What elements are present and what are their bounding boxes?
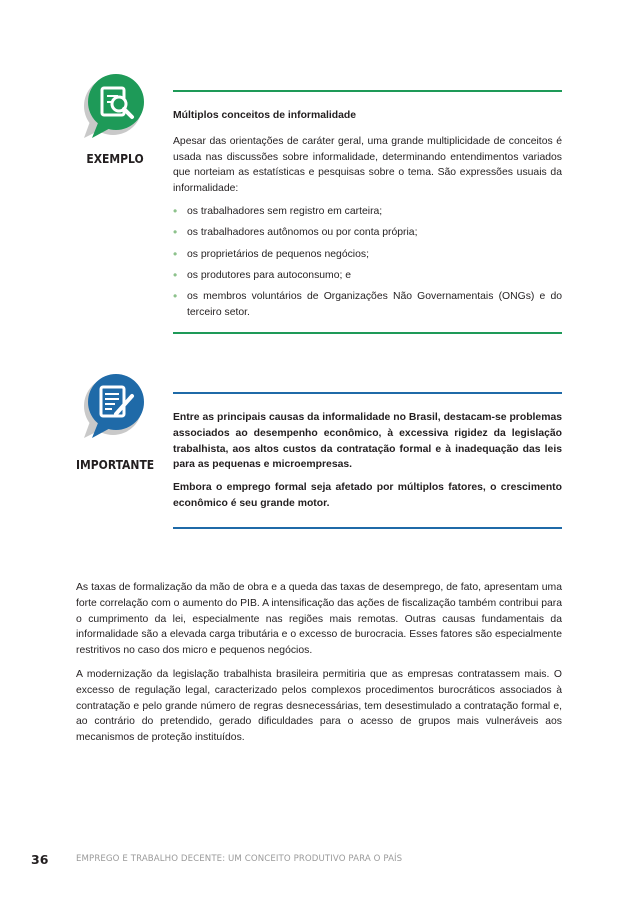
important-tag: IMPORTANTE — [76, 458, 155, 472]
important-top-rule — [173, 392, 562, 394]
bullet-icon: • — [173, 289, 178, 304]
list-item: • os trabalhadores autônomos ou por conta própria; — [173, 225, 418, 240]
example-content — [173, 108, 562, 326]
important-icon-badge — [70, 372, 150, 452]
example-intro: Apesar das orientações de caráter geral, uma grande multiplicidade de conceitos é usada nas discussões sobre informalidade, determinando entendimentos variados que norteiam as estatísticas e pesquisas sobre o tema. São expressões usuais da informalidade: — [173, 135, 562, 195]
bullet-icon: • — [173, 225, 178, 240]
example-bottom-rule — [173, 332, 562, 334]
important-content — [173, 410, 562, 519]
example-tag: EXEMPLO — [86, 152, 144, 166]
magnifier-document-icon — [70, 72, 150, 152]
pen-document-icon — [70, 372, 150, 452]
page-footer — [0, 852, 638, 868]
main-body — [76, 580, 562, 754]
body-paragraph-1: As taxas de formalização da mão de obra e a queda das taxas de desemprego, de fato, apresentam uma forte correlação com o aumento do PIB. A intensificação das ações de fiscalização também contribui para o cumprimento da lei, especialmente nas regiões mais remotas. Outras causas fundamentais da informalidade são a elevada carga tributária e o excesso de burocracia. Esses fatores são especialmente restritivos no caso dos micro e pequenos negócios. — [76, 582, 562, 657]
example-icon-badge — [70, 72, 150, 152]
important-paragraph-2: Embora o emprego formal seja afetado por múltiplos fatores, o crescimento econômico é seu grande motor. — [173, 482, 562, 509]
example-top-rule — [173, 90, 562, 92]
list-item: • os produtores para autoconsumo; e — [173, 267, 352, 282]
footer-title: EMPREGO E TRABALHO DECENTE: UM CONCEITO PRODUTIVO PARA O PAÍS — [76, 854, 403, 864]
important-bottom-rule — [173, 527, 562, 529]
list-item: • os membros voluntários de Organizações Não Governamentais (ONGs) e do terceiro setor. — [173, 289, 562, 318]
example-bullet-list — [173, 204, 562, 321]
list-item: • os proprietários de pequenos negócios; — [173, 246, 369, 261]
example-title: Múltiplos conceitos de informalidade — [173, 110, 357, 121]
page-number: 36 — [31, 852, 49, 867]
body-paragraph-2: A modernização da legislação trabalhista brasileira permitiria que as empresas contratassem mais. O excesso de regulação legal, caracterizado pelos complexos procedimentos burocráticos associados à contratação e pelo grande número de regras desnecessárias, tem desestimulado a contratação formal e, ao contrário do pretendido, gerado dificuldades para o acesso de grupos mais vulneráveis aos mecanismos de proteção instituídos. — [76, 668, 562, 744]
important-paragraph-1: Entre as principais causas da informalidade no Brasil, destacam-se problemas associados ao desempenho econômico, à excessiva rigidez da legislação trabalhista, aos altos custos da contratação formal e à inadequação das leis para as pequenas e microempresas. — [173, 412, 562, 471]
bullet-icon: • — [173, 267, 178, 282]
bullet-icon: • — [173, 246, 178, 261]
bullet-icon: • — [173, 203, 178, 218]
list-item: • os trabalhadores sem registro em carteira; — [173, 203, 383, 218]
